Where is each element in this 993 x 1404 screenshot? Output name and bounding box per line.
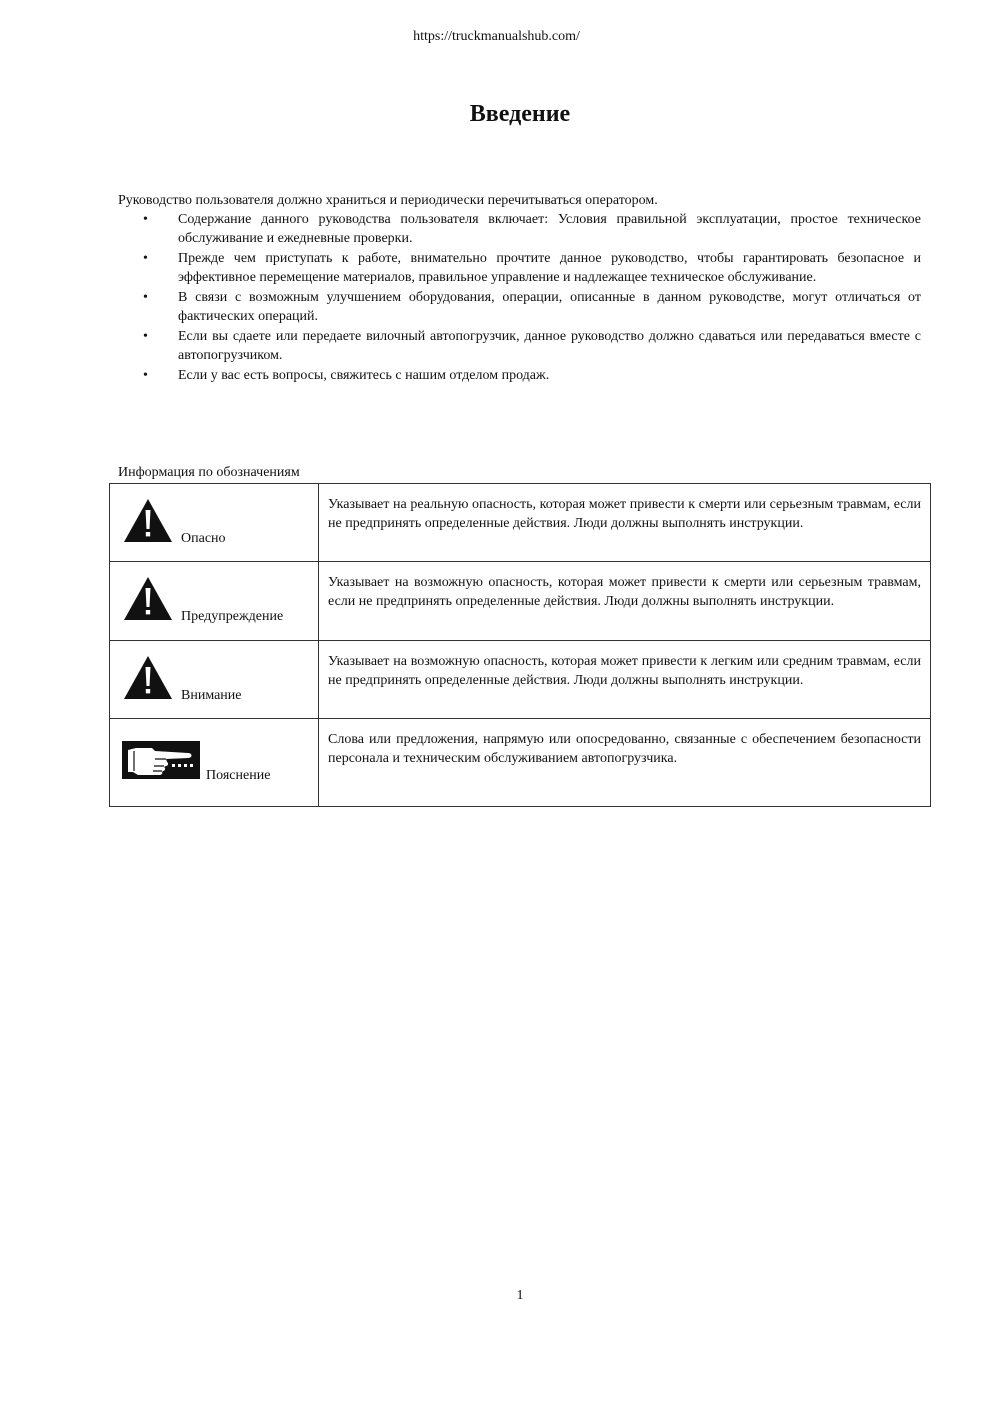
symbol-label: Предупреждение: [181, 609, 284, 624]
list-item: [118, 327, 921, 365]
bullet-dot: •: [143, 329, 148, 344]
page-title: Введение: [469, 101, 571, 127]
list-item: [118, 288, 921, 326]
table-row: [110, 719, 931, 807]
symbol-cell: [110, 641, 319, 719]
warning-triangle-icon: [123, 498, 173, 543]
table-row: [110, 641, 931, 719]
symbol-cell: [110, 562, 319, 641]
symbol-description: Слова или предложения, напрямую или опосредованно, связанные с обеспечением безопасности персонала и техническим обслуживанием автопогрузчика.: [319, 719, 931, 807]
bullet-dot: •: [143, 251, 148, 266]
symbol-description: Указывает на реальную опасность, которая может привести к смерти или серьезным травмам, если не предпринять определенные действия. Люди должны выполнять инструкции.: [319, 484, 931, 562]
list-item-text: В связи с возможным улучшением оборудования, операции, описанные в данном руководстве, могут отличаться от фактических операций.: [178, 290, 921, 324]
bullet-dot: •: [143, 290, 148, 305]
bullet-dot: •: [143, 368, 148, 383]
symbol-cell: [110, 719, 319, 807]
intro-text: Руководство пользователя должно храниться и периодически перечитываться оператором.: [118, 193, 658, 208]
list-item-text: Если у вас есть вопросы, свяжитесь с нашим отделом продаж.: [178, 368, 550, 383]
list-item: [118, 366, 921, 385]
page-number: 1: [516, 1288, 524, 1303]
list-item: [118, 210, 921, 248]
symbols-table: [109, 483, 931, 807]
symbol-label: Опасно: [181, 531, 226, 546]
table-row: [110, 562, 931, 641]
list-item-text: Содержание данного руководства пользователя включает: Условия правильной эксплуатации, простое техническое обслуживание и ежедневные проверки.: [178, 212, 921, 246]
pointing-hand-icon: [122, 741, 200, 779]
table-caption: Информация по обозначениям: [118, 465, 300, 480]
table-row: [110, 484, 931, 562]
list-item-text: Прежде чем приступать к работе, внимательно прочтите данное руководство, чтобы гарантировать безопасное и эффективное перемещение материалов, правильное управление и надлежащее техническое обслуживание.: [178, 251, 921, 285]
bullet-list: [118, 210, 921, 386]
warning-triangle-icon: [123, 655, 173, 700]
symbol-description: Указывает на возможную опасность, которая может привести к легким или средним травмам, если не предпринять определенные действия. Люди должны выполнять инструкции.: [319, 641, 931, 719]
header-url: https://truckmanualshub.com/: [413, 29, 580, 44]
symbol-label: Внимание: [181, 688, 242, 703]
warning-triangle-icon: [123, 576, 173, 621]
bullet-dot: •: [143, 212, 148, 227]
list-item: [118, 249, 921, 287]
symbol-cell: [110, 484, 319, 562]
list-item-text: Если вы сдаете или передаете вилочный автопогрузчик, данное руководство должно сдаваться или передаваться вместе с автопогрузчиком.: [178, 329, 921, 363]
symbol-label: Пояснение: [206, 768, 271, 783]
symbol-description: Указывает на возможную опасность, которая может привести к смерти или серьезным травмам, если не предпринять определенные действия. Люди должны выполнять инструкции.: [319, 562, 931, 641]
